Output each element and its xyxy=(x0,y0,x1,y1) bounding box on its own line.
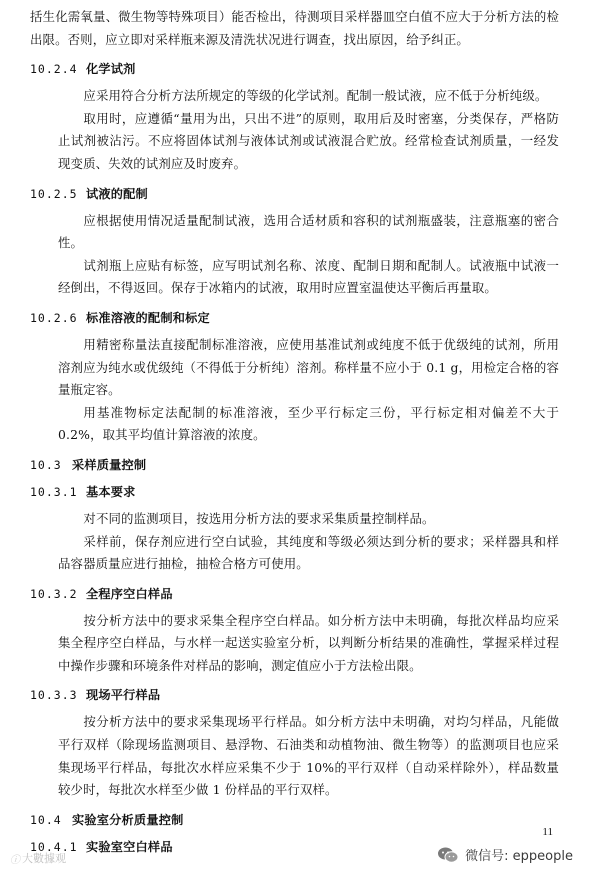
section-heading xyxy=(30,811,559,829)
paragraph: 按分析方法中的要求采集现场平行样品。如分析方法中未明确，对均匀样品，凡能做平行双样（除现场监测项目、悬浮物、石油类和动植物油、微生物等）的监测项目也应采集现场平行样品，每批次水样应采集不少于 10%的平行双样（自动采样除外），样品数量较少时，每批次水样至少做 1 份样品的平行双样。 xyxy=(58,714,559,798)
section-heading xyxy=(30,456,559,474)
section-number: 10.4.1 xyxy=(30,839,78,854)
paragraph: 试剂瓶上应贴有标签，应写明试剂名称、浓度、配制日期和配制人。试液瓶中试液一经倒出，不得返回。保存于冰箱内的试液，取用时应置室温使达平衡后再量取。 xyxy=(58,257,559,296)
section-title: 实验室空白样品 xyxy=(86,839,173,854)
section-heading xyxy=(30,185,559,203)
paragraph: 对不同的监测项目，按选用分析方法的要求采集质量控制样品。 xyxy=(83,510,435,526)
section-title: 基本要求 xyxy=(86,484,136,499)
section-number: 10.2.5 xyxy=(30,186,78,201)
section-number: 10.3 xyxy=(30,457,62,472)
section-heading xyxy=(30,309,559,327)
section-number: 10.3.3 xyxy=(30,688,78,703)
section-heading xyxy=(30,483,559,501)
page-number: 11 xyxy=(542,826,553,838)
document-body xyxy=(30,6,559,856)
paragraph: 括生化需氧量、微生物等特殊项目）能否检出，待测项目采样器皿空白值不应大于分析方法的检出限。否则，应立即对采样瓶来源及清洗状况进行调查，找出原因，给予纠正。 xyxy=(30,9,559,47)
section-heading xyxy=(30,585,559,603)
section-title: 试液的配制 xyxy=(86,186,148,201)
section-title: 采样质量控制 xyxy=(72,457,147,472)
section-number: 10.3.1 xyxy=(30,484,78,499)
section-heading xyxy=(30,686,559,704)
paragraph: 取用时，应遵循“量用为出，只出不进”的原则，取用后及时密塞，分类保存，严格防止试剂被沾污。不应将固体试剂与液体试剂或试液混合贮放。经常检查试剂质量，一经发现变质、失效的试剂应及时废弃。 xyxy=(58,110,559,171)
paragraph: 按分析方法中的要求采集全程序空白样品。如分析方法中未明确，每批次样品均应采集全程序空白样品，与水样一起送实验室分析，以判断分析结果的准确性，掌握采样过程中操作步骤和环境条件对样品的影响，测定值应小于方法检出限。 xyxy=(58,612,559,673)
wechat-icon xyxy=(437,846,459,864)
paragraph: 应采用符合分析方法所规定的等级的化学试剂。配制一般试液，应不低于分析纯级。 xyxy=(83,88,548,104)
paragraph: 采样前，保存剂应进行空白试验，其纯度和等级必须达到分析的要求；采样器具和样品容器质量应进行抽检，抽检合格方可使用。 xyxy=(58,533,559,572)
section-number: 10.2.6 xyxy=(30,310,78,325)
section-title: 全程序空白样品 xyxy=(86,586,173,601)
watermark-right-text: 微信号: eppeople xyxy=(465,849,573,864)
section-heading xyxy=(30,60,559,78)
section-title: 现场平行样品 xyxy=(86,688,161,703)
watermark-right xyxy=(437,845,573,864)
watermark-left xyxy=(10,850,66,866)
paragraph: 用基准物标定法配制的标准溶液，至少平行标定三份，平行标定相对偏差不大于 0.2%，取其平均值计算溶液的浓度。 xyxy=(58,404,559,443)
watermark-left-text: 大數據观 xyxy=(22,852,66,865)
section-title: 标准溶液的配制和标定 xyxy=(86,310,210,325)
section-number: 10.4 xyxy=(30,812,62,827)
section-number: 10.2.4 xyxy=(30,62,78,77)
section-title: 实验室分析质量控制 xyxy=(72,812,184,827)
paragraph: 应根据使用情况适量配制试液，选用合适材质和容积的试剂瓶盛装，注意瓶塞的密合性。 xyxy=(58,212,559,251)
section-number: 10.3.2 xyxy=(30,586,78,601)
section-title: 化学试剂 xyxy=(86,62,136,77)
paragraph: 用精密称量法直接配制标准溶液，应使用基准试剂或纯度不低于优级纯的试剂，所用溶剂应为纯水或优级纯（不得低于分析纯）溶剂。称样量不应小于 0.1 g，用检定合格的容量瓶定容。 xyxy=(58,336,559,398)
logo-mark-icon: ⓘ xyxy=(10,854,20,866)
